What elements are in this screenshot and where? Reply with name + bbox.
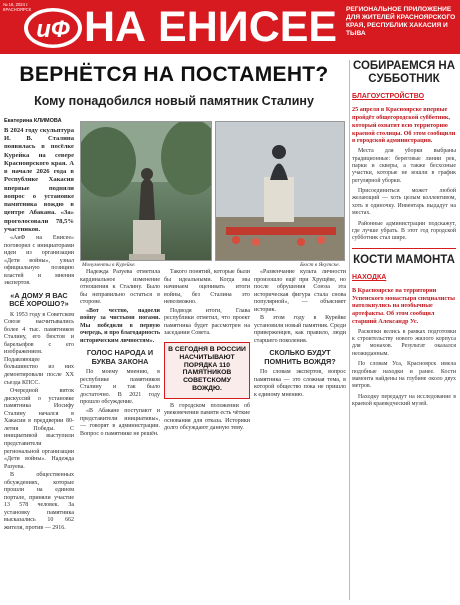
paragraph: К 1953 году в Советском Союзе насчитывались более 4 тыс. памятников Сталину, его бюстов и барельефов с его изображением. Подавляющее большинство из них демонтировали после XX съезда КПСС. bbox=[4, 311, 74, 386]
boxout-title: В СЕГОДНЯ В РОССИИ НАСЧИТЫВАЮТ ПОРЯДКА 110 ПАМЯТНИКОВ СОВЕТСКОМУ ВОЖДЮ. bbox=[168, 345, 246, 392]
article-author: Екатерина КЛИМОВА bbox=[4, 118, 62, 124]
fact-boxout bbox=[164, 342, 250, 399]
article-headline: ВЕРНЁТСЯ НА ПОСТАМЕНТ? bbox=[19, 63, 329, 86]
paragraph: «В Абакане поступают и представители инициативы», — говорят в администрации. Вопрос о памятнике не решён. bbox=[80, 407, 160, 437]
sidebar-title-mammoth: КОСТИ МАМОНТА bbox=[353, 253, 455, 266]
paragraph: Присоединиться может любой желающий — хоть целым коллективом, хоть в одиночку. Инвентарь выдадут на местах. bbox=[352, 188, 456, 217]
paragraph: В этом году в Курейке установили новый памятник. Среди приверженцев, как правило, люди старшего поколения. bbox=[254, 315, 347, 344]
paragraph: Раскопки велись в рамках подготовки к строительству нового жилого корпуса для монахов. Результат оказался неожиданным. bbox=[352, 328, 456, 357]
photo-caption-right: Бюст в Якутске. bbox=[300, 262, 340, 268]
monument-photo-yakutsk bbox=[215, 121, 345, 261]
paragraph: «Вот честно, надоели войну за чистыми ногами. Мы победили в первую очередь, и про благодарность историческим личностям». bbox=[80, 307, 160, 344]
paragraph: По моему мнению, в республике памятников Сталину и так было достаточно. В 2021 году прошло обсуждение. bbox=[80, 369, 160, 406]
monument-photo-kureika bbox=[80, 121, 212, 261]
article-column-4 bbox=[254, 269, 346, 599]
aif-logo-icon bbox=[22, 6, 84, 50]
masthead-subtitle: РЕГИОНАЛЬНОЕ ПРИЛОЖЕНИЕ ДЛЯ ЖИТЕЛЕЙ КРАСНОЯРСКОГО КРАЯ, РЕСПУБЛИК ХАКАСИЯ И ТЫВА bbox=[346, 6, 456, 38]
paragraph: Находку передадут на исследование в краевой краеведческий музей. bbox=[352, 393, 456, 408]
sidebar-divider bbox=[352, 248, 456, 249]
article-subhead: Кому понадобился новый памятник Сталину bbox=[34, 94, 314, 108]
photo-caption-left: Монументы в Курейке. bbox=[82, 262, 136, 268]
news-sidebar bbox=[352, 60, 456, 600]
paragraph: «АиФ на Енисее» поговорил с инициаторами идеи из организации «Дети войны», узнал официальную позицию властей и мнения экспертов. bbox=[4, 235, 74, 287]
paragraph: Места для уборки выбраны традиционные: береговые линии рек, парки и скверы, а также бесхозные участки, которые не вошли в график регулярной уборки. bbox=[352, 148, 456, 184]
sidebar-tag: НАХОДКА bbox=[352, 273, 387, 281]
issue-info: № 16, 2024 г. КРАСНОЯРСК bbox=[3, 2, 32, 13]
section-subtitle: СКОЛЬКО БУДУТ ПОМНИТЬ ВОЖДЯ? bbox=[264, 348, 336, 366]
article-lead: В 2024 году скульптура И. В. Сталина появилась в посёлке Курейка на севере Красноярского края. А в начале 2026 года в Республике Хакасия впервые подняли вопрос о установке памятника вождю в центре Абакана. «За» проголосовали 78,5% участников. bbox=[4, 127, 74, 233]
sidebar-lead: 25 апреля в Красноярске впервые пройдёт общегородской субботник, который охватит всю территорию краевой столицы. Об этом сообщили в городской администрации. bbox=[352, 106, 456, 145]
article-column-1 bbox=[4, 127, 74, 597]
paragraph: По словам экспертов, вопрос памятника — это сложная тема, в которой общество пока не пришло к единому мнению. bbox=[254, 369, 346, 398]
paragraph: Районные администрации подскажут, где лучше убрать. В этот год городской субботник стал шире. bbox=[352, 220, 456, 242]
paragraph: Такого понятий, которые были бы идеальными. Когда мы начинаем оценивать итоги войны, без Сталина это невозможно. bbox=[164, 269, 250, 306]
sidebar-title-subbotnik: СОБИРАЕМСЯ НА СУББОТНИК bbox=[352, 60, 456, 86]
paragraph: Надежда Разуева отметила кардинальное изменение отношения к Сталину. Было бы неправильно остаться в стороне. bbox=[80, 269, 160, 306]
logo-text: иФ bbox=[36, 16, 70, 43]
article-column-2 bbox=[80, 269, 160, 599]
sidebar-text bbox=[352, 148, 456, 243]
column-divider bbox=[349, 60, 350, 600]
section-subtitle: ГОЛОС НАРОДА И БУКВА ЗАКОНА bbox=[86, 348, 154, 366]
paper-name: НА ЕНИСЕЕ bbox=[84, 3, 338, 51]
paragraph: В городском положении об увековечении памяти есть чёткие основания для отказа. Историки долго обсуждают данную тему. bbox=[164, 402, 250, 432]
section-subtitle: «А ДОМУ Я ВАС ВСЁ ХОРОШО?» bbox=[9, 290, 69, 309]
article-column-3 bbox=[164, 269, 250, 599]
masthead bbox=[0, 0, 460, 54]
paragraph: Подводя итоги, Глава республики отметил, что проект памятника будет рассмотрен на заседании Совета. bbox=[164, 307, 250, 337]
paragraph: В общественных обсуждениях, которые прошли на едином портале, приняли участие 13 578 человек. За установку памятника высказались 10 662 жителя, против — 2916. bbox=[4, 472, 74, 531]
paragraph: По словам Уса, Красноярск имела подобные находки и ранее. Кости мамонта найдены на глубине около двух метров. bbox=[352, 361, 456, 390]
paragraph: Очередной виток дискуссий о установке памятника Иосифу Сталину начался в Хакасии в преддверии 80-летия Победы. С инициативой выступили представители региональной организации «Дети войны». Надежда Разуева. bbox=[4, 388, 74, 470]
sidebar-tag: БЛАГОУСТРОЙСТВО bbox=[352, 93, 425, 101]
paragraph: «Развенчание культа личности произошло ещё при Хрущёве, но после обрушения Союза эта историческая фигура стала снова популярной», — объясняет историк. bbox=[254, 269, 346, 313]
sidebar-lead: В Красноярске на территории Успенского монастыря специалисты натолкнулись на необычные артефакты. Об этом сообщил старший Александр Ус. bbox=[352, 286, 455, 325]
sidebar-text bbox=[352, 329, 456, 409]
